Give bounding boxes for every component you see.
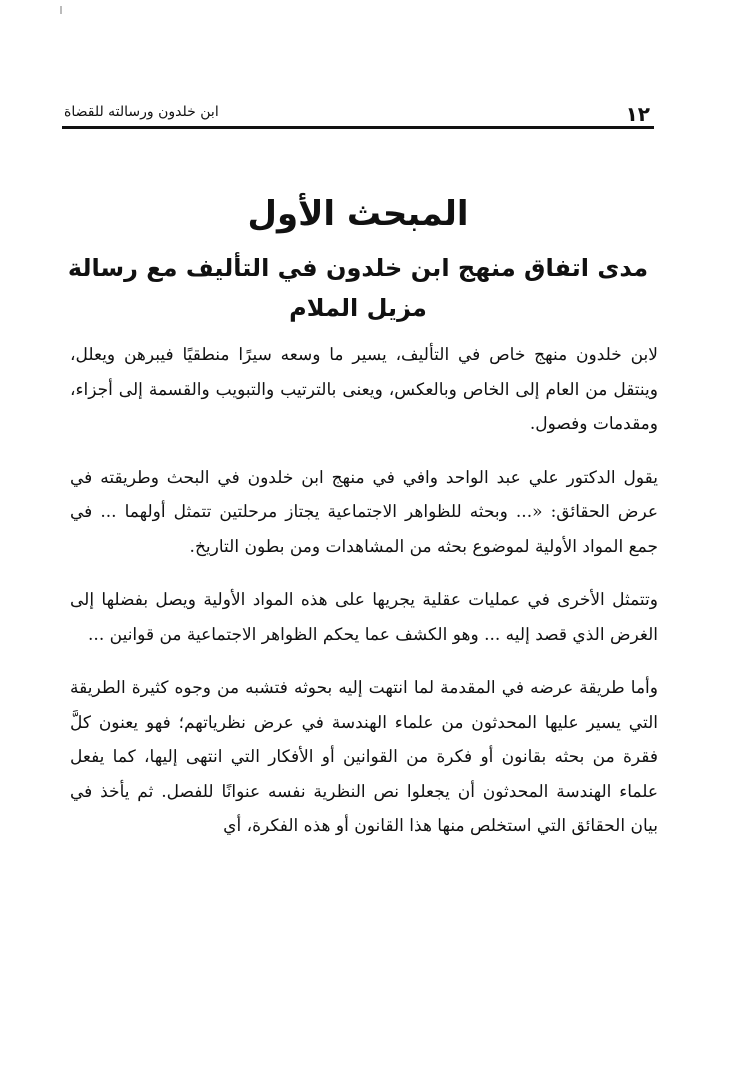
page-mark	[60, 6, 62, 14]
running-title: ابن خلدون ورسالته للقضاة	[64, 104, 219, 120]
paragraph-4: وأما طريقة عرضه في المقدمة لما انتهت إليه بحوثه فتشبه من وجوه كثيرة الطريقة التي يسير عليها المحدثون من علماء الهندسة في عرض نظرياتهم؛ فهو يعنون كلَّ فقرة من بحثه بقانون أو فكرة من القوانين أو الأفكار التي انتهى إليها، كما يفعل علماء الهندسة المحدثون أن يجعلوا نص النظرية نفسه عنوانًا للفصل. ثم يأخذ في بيان الحقائق التي استخلص منها هذا القانون أو هذه الفكرة، أي	[70, 678, 658, 836]
running-header	[62, 88, 654, 128]
page-number: ١٢	[625, 102, 650, 126]
body-text	[70, 338, 658, 863]
paragraph-3: وتتمثل الأخرى في عمليات عقلية يجريها على هذه المواد الأولية ويصل بفضلها إلى الغرض الذي قصد إليه ... وهو الكشف عما يحكم الظواهر الاجتماعية من قوانين ...	[70, 590, 658, 645]
paragraph-1: لابن خلدون منهج خاص في التأليف، يسير ما وسعه سيرًا منطقيًا فيبرهن ويعلل، وينتقل من العام إلى الخاص وبالعكس، ويعنى بالترتيب والتبويب والقسمة إلى أجزاء، ومقدمات وفصول.	[70, 345, 658, 434]
section-heading	[62, 186, 654, 328]
section-title: المبحث الأول	[247, 194, 469, 234]
paragraph-2: يقول الدكتور علي عبد الواحد وافي في منهج ابن خلدون في البحث وطريقته في عرض الحقائق: «... وبحثه للظواهر الاجتماعية يجتاز مرحلتين تتمثل أولهما ... في جمع المواد الأولية لموضوع بحثه من المشاهدات ومن بطون التاريخ.	[70, 467, 658, 557]
header-rule	[62, 126, 654, 129]
section-subtitle: مدى اتفاق منهج ابن خلدون في التأليف مع رسالة مزيل الملام	[67, 254, 649, 322]
